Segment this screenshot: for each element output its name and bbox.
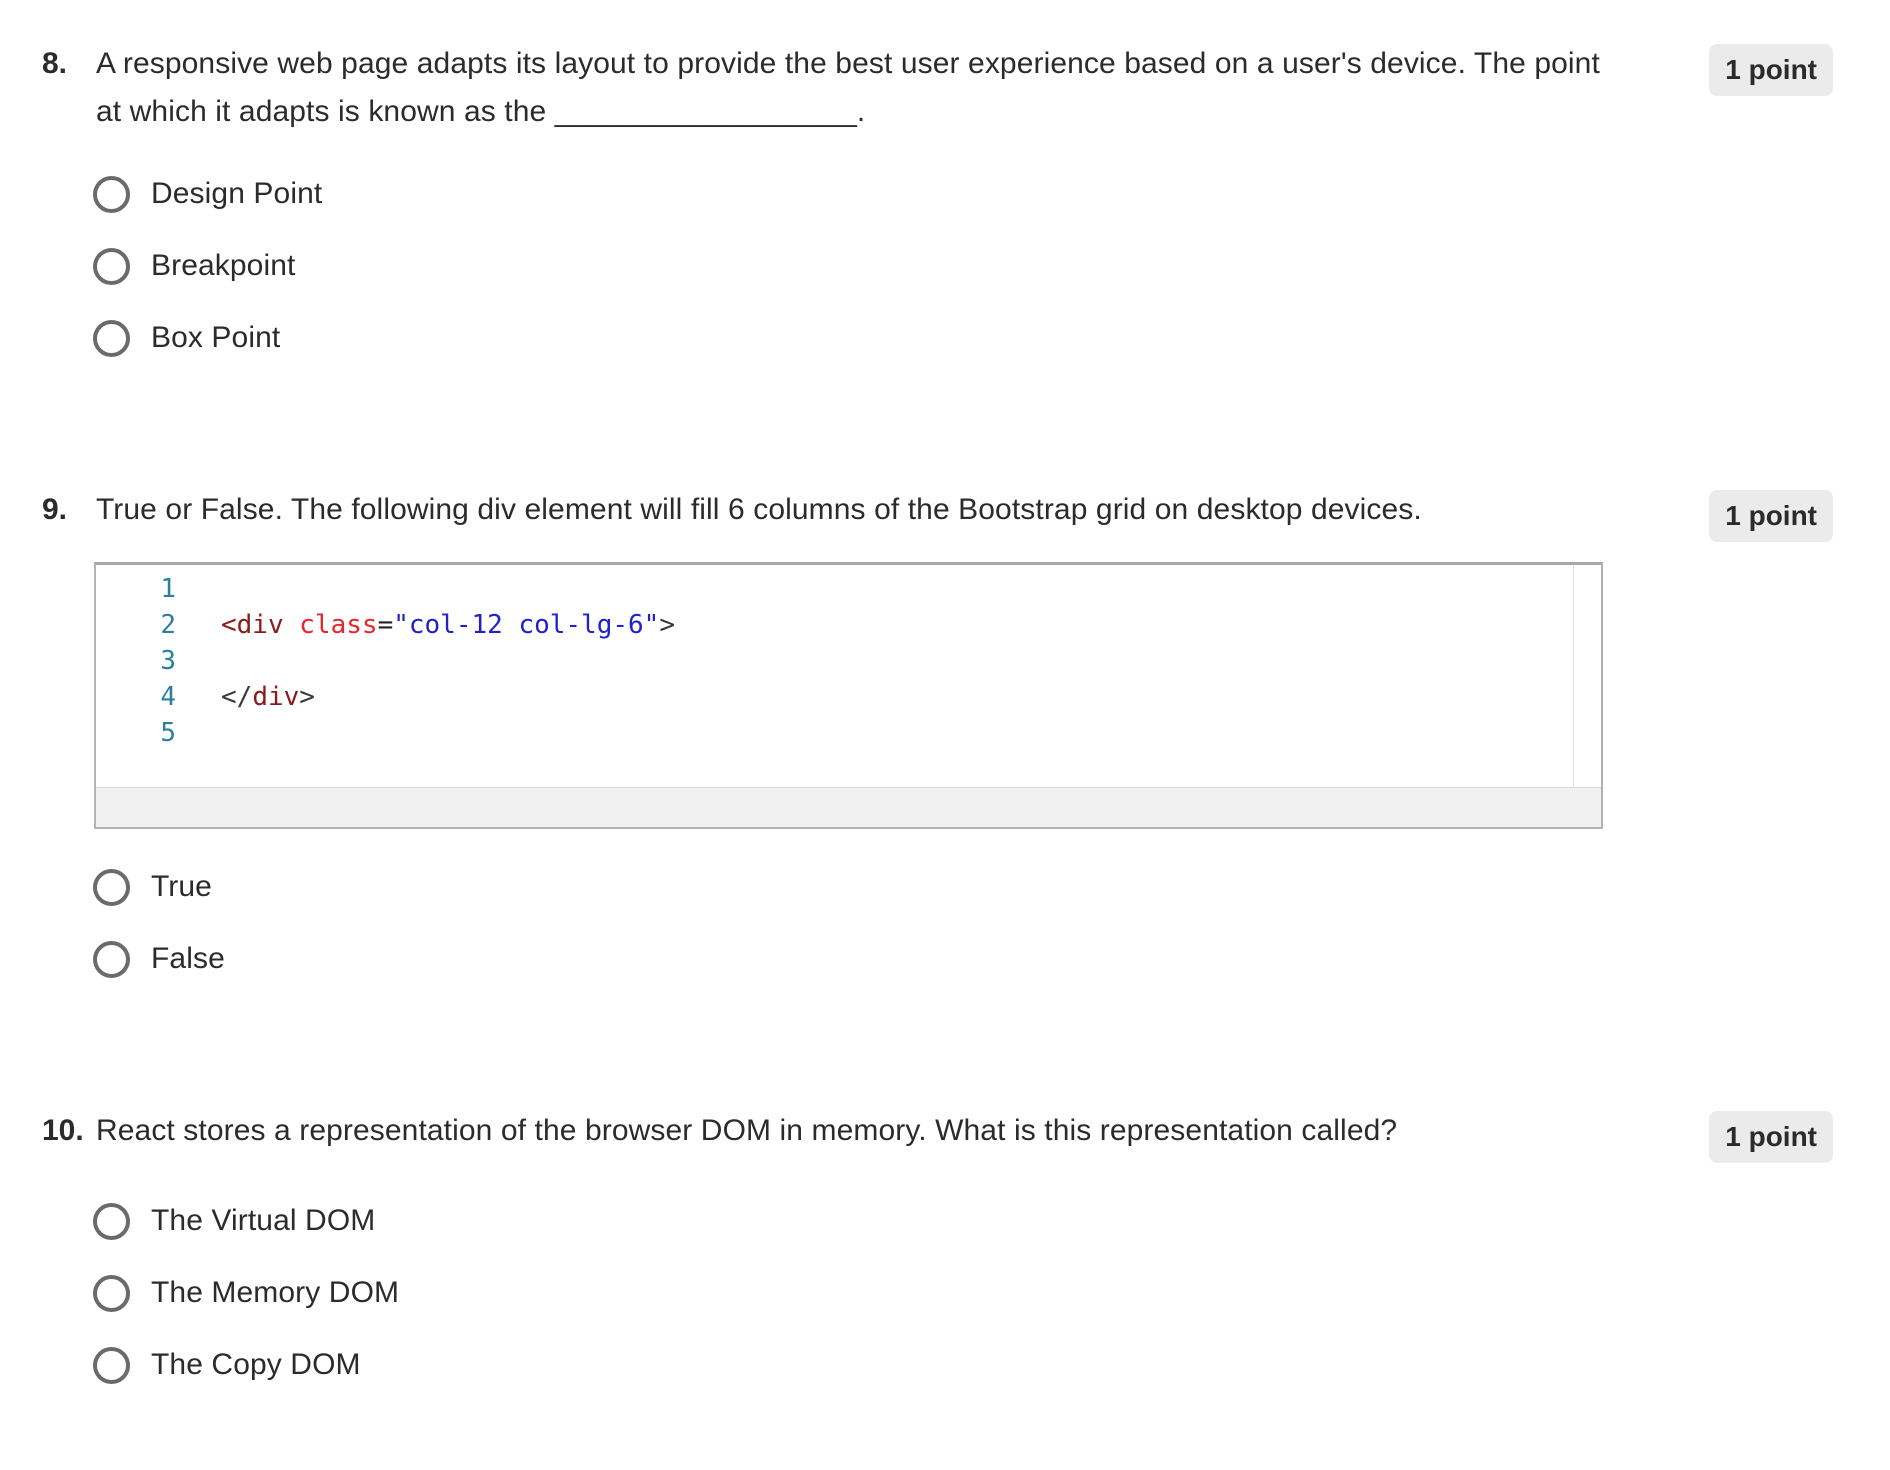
option-design-point[interactable] bbox=[93, 158, 1680, 230]
code-token-value: "col-12 col-lg-6" bbox=[393, 610, 660, 640]
option-memory-dom[interactable] bbox=[93, 1257, 1680, 1329]
line-number: 3 bbox=[160, 646, 176, 676]
question-9-text: True or False. The following div element will fill 6 columns of the Bootstrap grid on desktop devices. bbox=[96, 493, 1422, 526]
code-token-open-tag: <div bbox=[221, 610, 300, 640]
code-token-equals: = bbox=[377, 610, 394, 640]
code-vertical-scrollbar[interactable] bbox=[1573, 565, 1601, 787]
code-token-close-bracket: > bbox=[299, 682, 315, 712]
question-10-text: React stores a representation of the browser DOM in memory. What is this representation called? bbox=[96, 1114, 1398, 1147]
question-9-options bbox=[93, 851, 1680, 995]
question-9-number: 9. bbox=[42, 493, 68, 526]
question-9 bbox=[0, 486, 1890, 995]
line-number: 1 bbox=[160, 574, 176, 604]
code-token-tag: div bbox=[252, 682, 300, 712]
radio-button-icon[interactable] bbox=[93, 869, 130, 906]
question-8-text: A responsive web page adapts its layout to provide the best user experience based on a user's device. The point at which it adapts is known as the __________________. bbox=[96, 47, 1600, 128]
code-line-2 bbox=[96, 607, 1601, 643]
code-line-4 bbox=[96, 679, 1601, 715]
code-token-open-bracket: </ bbox=[221, 682, 253, 712]
option-label: False bbox=[151, 942, 225, 975]
code-line-5 bbox=[96, 715, 1601, 751]
radio-button-icon[interactable] bbox=[93, 1203, 130, 1240]
code-text bbox=[221, 607, 675, 643]
code-line-3 bbox=[96, 643, 1601, 679]
radio-button-icon[interactable] bbox=[93, 941, 130, 978]
question-10 bbox=[0, 1107, 1890, 1401]
option-label: The Copy DOM bbox=[151, 1348, 361, 1381]
option-breakpoint[interactable] bbox=[93, 230, 1680, 302]
question-8-number: 8. bbox=[42, 47, 68, 80]
question-9-points-badge: 1 point bbox=[1709, 490, 1833, 542]
radio-button-icon[interactable] bbox=[93, 1275, 130, 1312]
option-label: The Memory DOM bbox=[151, 1276, 400, 1309]
line-number: 5 bbox=[160, 718, 176, 748]
option-label: True bbox=[151, 870, 212, 903]
question-10-points-badge: 1 point bbox=[1709, 1111, 1833, 1163]
code-token-close-bracket: > bbox=[659, 610, 675, 640]
option-false[interactable] bbox=[93, 923, 1680, 995]
question-9-title bbox=[42, 486, 1680, 534]
code-editor bbox=[94, 562, 1603, 829]
code-area bbox=[96, 565, 1601, 787]
question-8 bbox=[0, 40, 1890, 374]
option-virtual-dom[interactable] bbox=[93, 1185, 1680, 1257]
radio-button-icon[interactable] bbox=[93, 248, 130, 285]
question-8-points-badge: 1 point bbox=[1709, 44, 1833, 96]
radio-button-icon[interactable] bbox=[93, 1347, 130, 1384]
option-label: Design Point bbox=[151, 177, 323, 210]
line-number: 4 bbox=[160, 682, 176, 712]
question-10-title bbox=[42, 1107, 1680, 1155]
option-label: The Virtual DOM bbox=[151, 1204, 376, 1237]
code-text bbox=[221, 679, 315, 715]
option-copy-dom[interactable] bbox=[93, 1329, 1680, 1401]
question-8-options bbox=[93, 158, 1680, 374]
radio-button-icon[interactable] bbox=[93, 320, 130, 357]
code-horizontal-scrollbar[interactable] bbox=[96, 787, 1601, 827]
line-number: 2 bbox=[160, 610, 176, 640]
question-10-number: 10. bbox=[42, 1114, 84, 1147]
option-label: Breakpoint bbox=[151, 249, 296, 282]
question-8-title bbox=[42, 40, 1680, 136]
radio-button-icon[interactable] bbox=[93, 176, 130, 213]
code-token-attr: class bbox=[299, 610, 378, 640]
option-label: Box Point bbox=[151, 321, 281, 354]
quiz-page bbox=[0, 40, 1890, 1470]
code-line-1 bbox=[96, 571, 1601, 607]
option-box-point[interactable] bbox=[93, 302, 1680, 374]
option-true[interactable] bbox=[93, 851, 1680, 923]
question-10-options bbox=[93, 1185, 1680, 1401]
